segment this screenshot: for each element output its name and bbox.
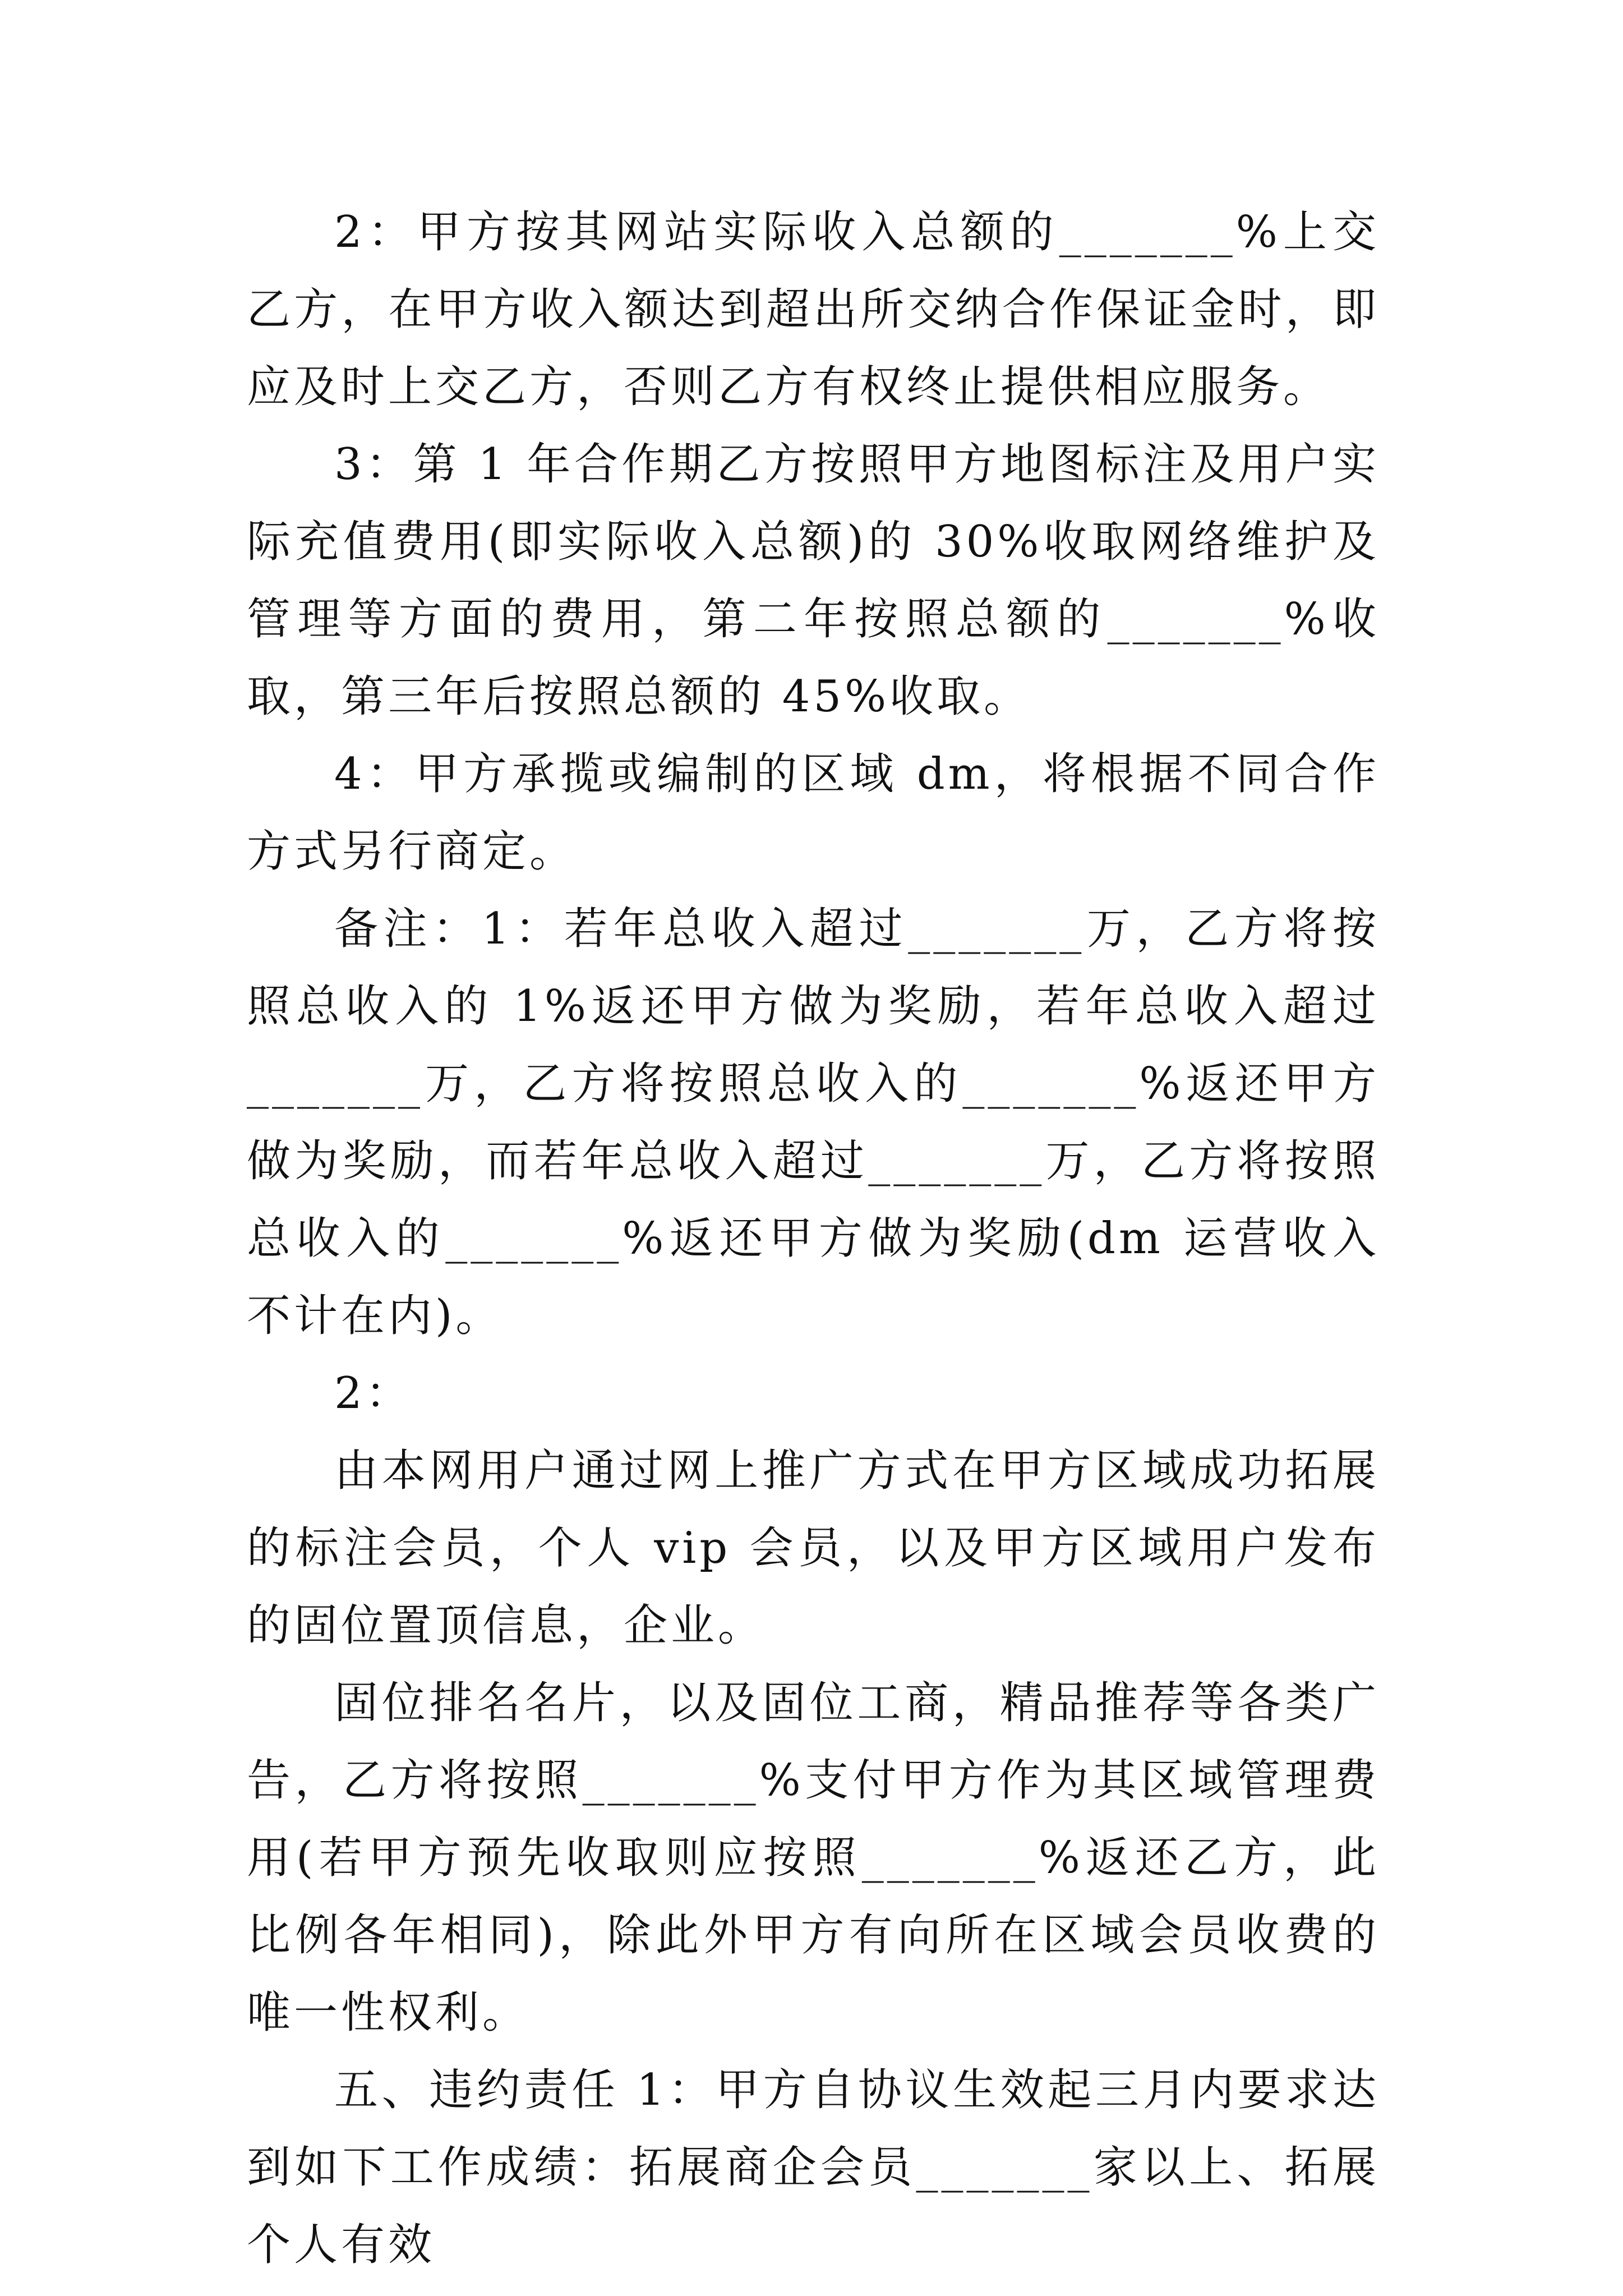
paragraph-breach-liability: 五、违约责任 1：甲方自协议生效起三月内要求达到如下工作成绩：拓展商企会员_______家以上、拓展个人有效 [247,2065,1380,2270]
paragraph-maintenance-fee: 3：第 1 年合作期乙方按照甲方地图标注及用户实际充值费用(即实际收入总额)的 30%收取网络维护及管理等方面的费用，第二年按照总额的_______%收取，第三年后按照总额的 45%收取。 [247,439,1380,722]
paragraph-regional-dm: 4：甲方承揽或编制的区域 dm，将根据不同合作方式另行商定。 [247,749,1380,877]
paragraph-revenue-share: 2：甲方按其网站实际收入总额的_______%上交乙方，在甲方收入额达到超出所交纳合作保证金时，即应及时上交乙方，否则乙方有权终止提供相应服务。 [247,207,1380,412]
document-body [247,194,1380,2284]
paragraph-item-2-heading: 2： [334,1368,413,1419]
paragraph-remarks-reward: 备注：1：若年总收入超过_______万，乙方将按照总收入的 1%返还甲方做为奖励，若年总收入超过_______万，乙方将按照总收入的_______%返还甲方做为奖励，而若年总收入超过_______万，乙方将按照总收入的_______%返还甲方做为奖励(dm 运营收入不计在内)。 [247,904,1380,1341]
paragraph-advertising-fee: 固位排名名片，以及固位工商，精品推荐等各类广告，乙方将按照_______%支付甲方作为其区域管理费用(若甲方预先收取则应按照_______%返还乙方，此比例各年相同)，除此外甲方有向所在区域会员收费的唯一性权利。 [247,1678,1380,2038]
paragraph-member-expansion: 由本网用户通过网上推广方式在甲方区域成功拓展的标注会员，个人 vip 会员，以及甲方区域用户发布的固位置顶信息，企业。 [247,1446,1380,1651]
